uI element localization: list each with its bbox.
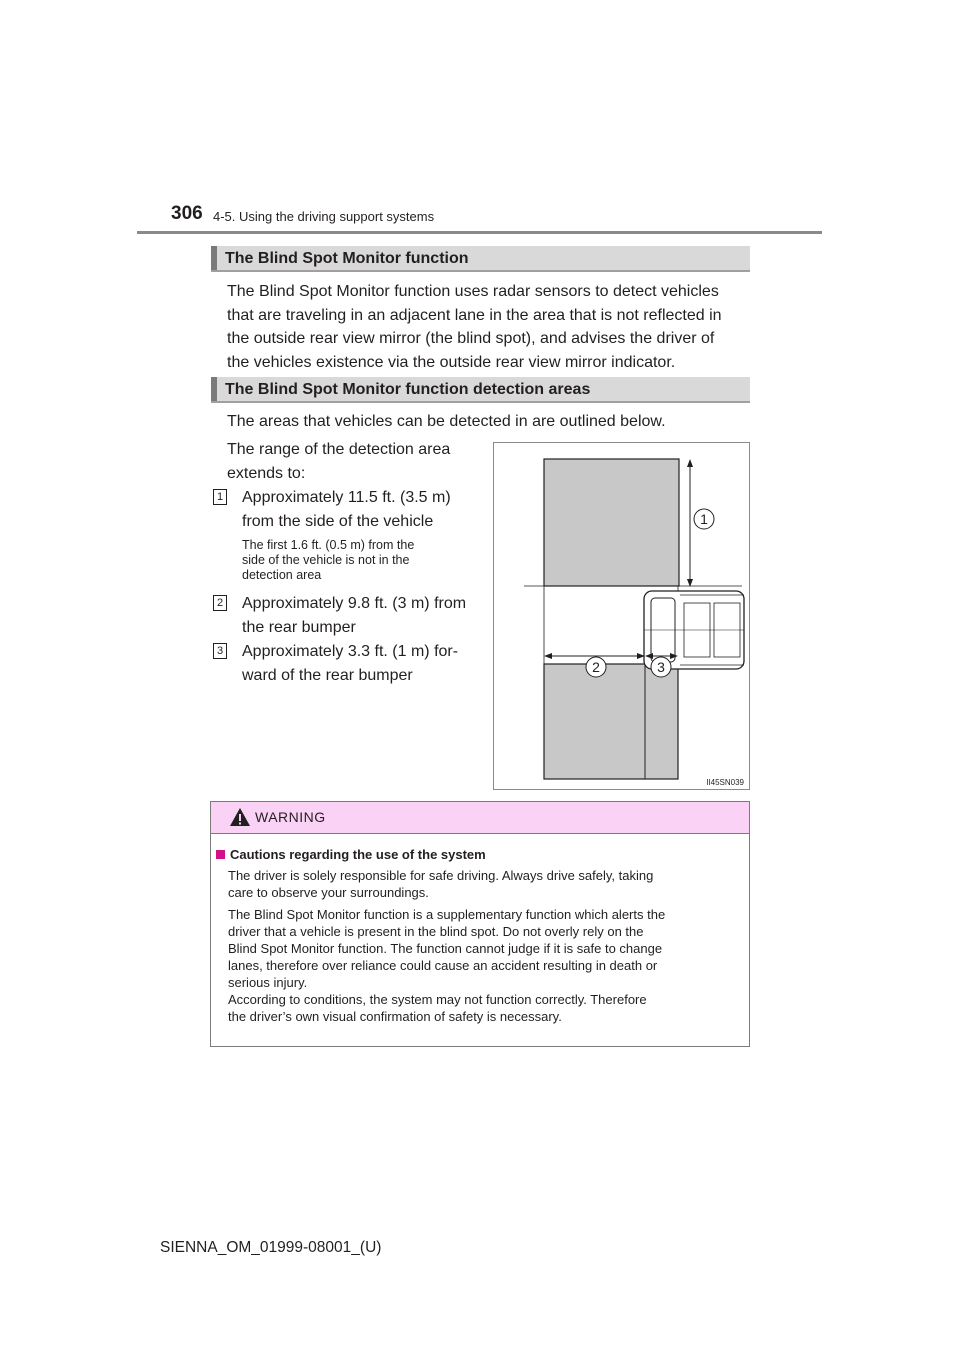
square-bullet-icon — [216, 850, 225, 859]
side-detection-area — [544, 459, 679, 586]
item-line: Approximately 3.3 ft. (1 m) for- — [242, 643, 459, 660]
warning-header — [211, 802, 749, 834]
paragraph-line: The Blind Spot Monitor function uses radar sensors to detect vehicles — [227, 283, 719, 300]
warning-subheading — [216, 847, 486, 862]
warning-line: serious injury. — [228, 975, 308, 990]
warning-line: lanes, therefore over reliance could cause an accident resulting in death or — [228, 958, 658, 973]
item-number-3: 3 — [213, 643, 227, 659]
warning-line: Blind Spot Monitor function. The function cannot judge if it is safe to change — [228, 941, 663, 956]
note-line: side of the vehicle is not in the — [242, 553, 410, 567]
note-line: detection area — [242, 568, 322, 582]
warning-paragraph-2 — [228, 906, 740, 1025]
paragraph-line: The range of the detection area — [227, 441, 451, 458]
callout-2: 2 — [592, 659, 600, 675]
dimension-arrow-1 — [687, 459, 693, 587]
warning-line: care to observe your surroundings. — [228, 885, 429, 900]
warning-box — [210, 801, 750, 1047]
item-1-note — [242, 538, 478, 583]
page-number: 306 — [171, 203, 203, 224]
item-line: ward of the rear bumper — [242, 666, 413, 684]
warning-line: The Blind Spot Monitor function is a supplementary function which alerts the — [228, 907, 666, 922]
callout-1: 1 — [700, 511, 708, 527]
item-line: Approximately 11.5 ft. (3.5 m) — [242, 489, 451, 506]
item-line: the rear bumper — [242, 618, 356, 636]
warning-line: According to conditions, the system may not function correctly. Therefore — [228, 992, 647, 1007]
paragraph-line: the outside rear view mirror (the blind spot), and advises the driver of — [227, 330, 715, 347]
section1-paragraph — [227, 280, 745, 374]
item-3-text — [242, 640, 478, 687]
paragraph-line: extends to: — [227, 464, 306, 482]
warning-subheading-text: Cautions regarding the use of the system — [230, 847, 486, 862]
section-heading-bar — [211, 246, 217, 270]
callout-3: 3 — [657, 659, 665, 675]
warning-paragraph-1 — [228, 867, 740, 901]
paragraph-line: the vehicles existence via the outside rear view mirror indicator. — [227, 353, 676, 371]
section-heading-function — [211, 246, 750, 272]
warning-title: WARNING — [255, 809, 326, 825]
figure-code: II45SN039 — [706, 778, 744, 787]
detection-intro: The areas that vehicles can be detected in are outlined below. — [227, 413, 666, 430]
section-heading-text: The Blind Spot Monitor function detection areas — [225, 381, 591, 398]
warning-line: The driver is solely responsible for safe driving. Always drive safely, taking — [228, 868, 654, 883]
item-number-1: 1 — [213, 489, 227, 505]
running-header: 4-5. Using the driving support systems — [213, 209, 435, 224]
warning-line: driver that a vehicle is present in the blind spot. Do not overly rely on the — [228, 924, 644, 939]
rear-detection-area — [544, 664, 678, 779]
warning-triangle-icon — [229, 807, 251, 827]
item-line: Approximately 9.8 ft. (3 m) from — [242, 595, 467, 612]
item-line: from the side of the vehicle — [242, 512, 434, 530]
header-rule — [137, 231, 822, 234]
item-2-text — [242, 592, 478, 639]
paragraph-line: that are traveling in an adjacent lane in the area that is not reflected in — [227, 306, 722, 324]
document-code: SIENNA_OM_01999-08001_(U) — [160, 1239, 382, 1256]
warning-line: the driver’s own visual confirmation of safety is necessary. — [228, 1009, 562, 1024]
item-number-2: 2 — [213, 595, 227, 611]
detection-area-diagram — [493, 442, 750, 790]
section-heading-detection-areas — [211, 377, 750, 403]
item-1-text — [242, 486, 478, 533]
note-line: The first 1.6 ft. (0.5 m) from the — [242, 538, 415, 552]
section-heading-text: The Blind Spot Monitor function — [225, 250, 469, 267]
range-intro — [227, 438, 479, 485]
section-heading-bar — [211, 377, 217, 401]
detection-area-illustration — [494, 443, 749, 789]
